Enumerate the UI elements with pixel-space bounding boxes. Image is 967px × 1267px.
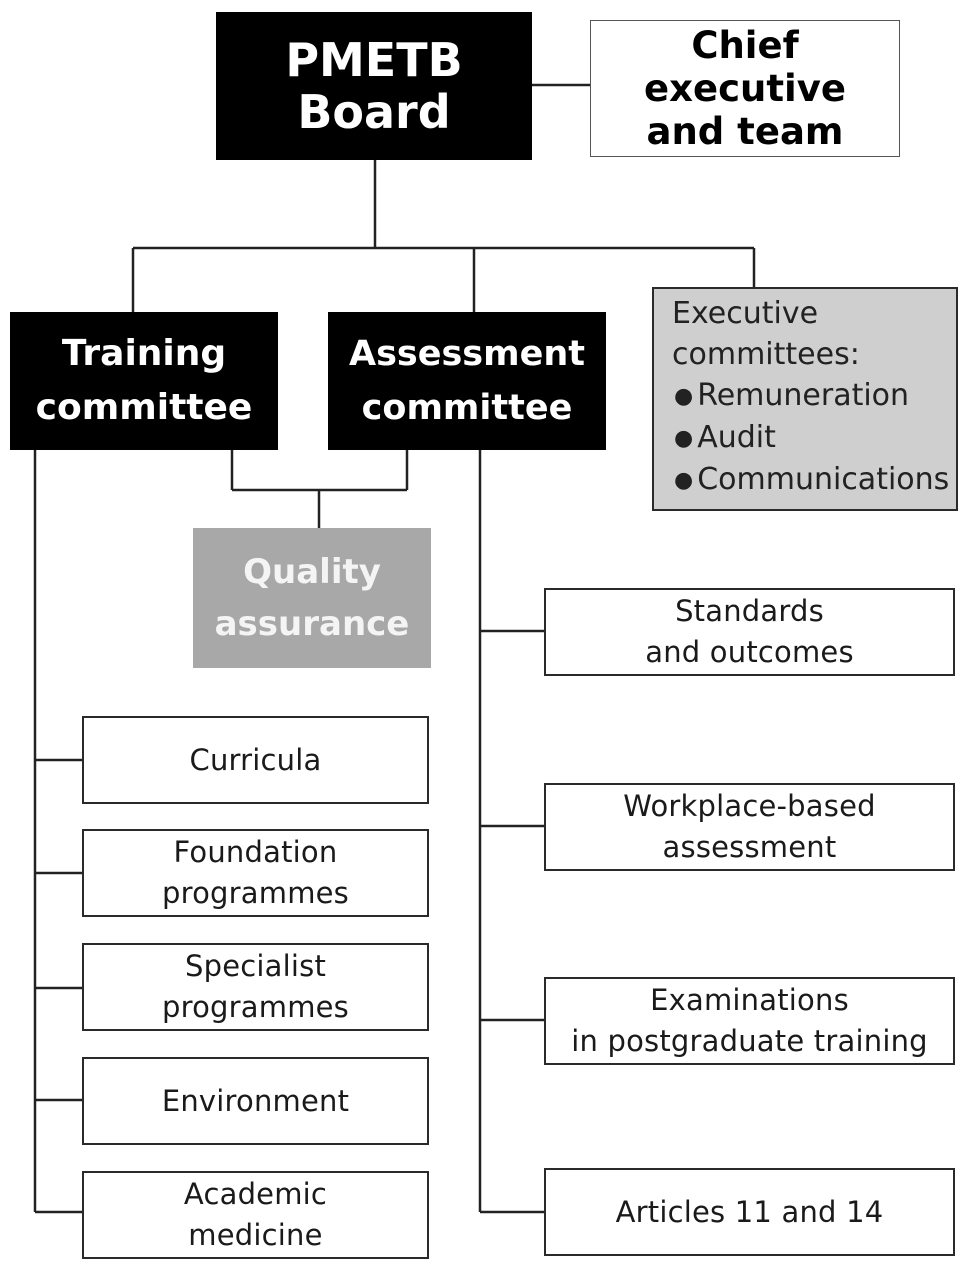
training-committee-box — [10, 312, 278, 450]
executive-line-2: committees: — [672, 337, 860, 372]
subcommittee-foundation-programmes: Foundation programmes — [82, 829, 429, 917]
training-line-2: committee — [35, 387, 253, 428]
bullet-icon: ● — [674, 468, 694, 493]
subcommittee-standards-and-outcomes: Standards and outcomes — [544, 588, 955, 676]
assessment-line-1: Assessment — [348, 334, 585, 374]
assessment-line-2: committee — [361, 388, 573, 428]
quality-assurance-box — [193, 528, 431, 668]
quality-line-2: assurance — [214, 604, 410, 644]
board-line-2: Board — [297, 85, 451, 139]
chief-executive-box — [590, 20, 900, 157]
executive-item-audit: ● Audit — [672, 417, 776, 459]
executive-item-communications: ● Communications — [672, 459, 949, 501]
subcommittee-articles-11-and-14: Articles 11 and 14 — [544, 1168, 955, 1256]
chief-line-1: Chief — [691, 24, 799, 67]
pmetb-board-box — [216, 12, 532, 160]
chief-line-2: executive — [644, 67, 846, 110]
board-line-1: PMETB — [285, 33, 463, 87]
chief-line-3: and team — [646, 110, 844, 153]
subcommittee-academic-medicine: Academic medicine — [82, 1171, 429, 1259]
bullet-icon: ● — [674, 384, 694, 409]
executive-line-1: Executive — [672, 296, 819, 331]
training-line-1: Training — [61, 333, 227, 374]
subcommittee-curricula: Curricula — [82, 716, 429, 804]
subcommittee-specialist-programmes: Specialist programmes — [82, 943, 429, 1031]
quality-line-1: Quality — [243, 552, 381, 592]
executive-item-remuneration: ● Remuneration — [672, 375, 909, 417]
subcommittee-environment: Environment — [82, 1057, 429, 1145]
subcommittee-examinations: Examinations in postgraduate training — [544, 977, 955, 1065]
assessment-committee-box — [328, 312, 606, 450]
bullet-icon: ● — [674, 426, 694, 451]
executive-committees-box — [652, 287, 958, 511]
subcommittee-workplace-based-assessment: Workplace-based assessment — [544, 783, 955, 871]
